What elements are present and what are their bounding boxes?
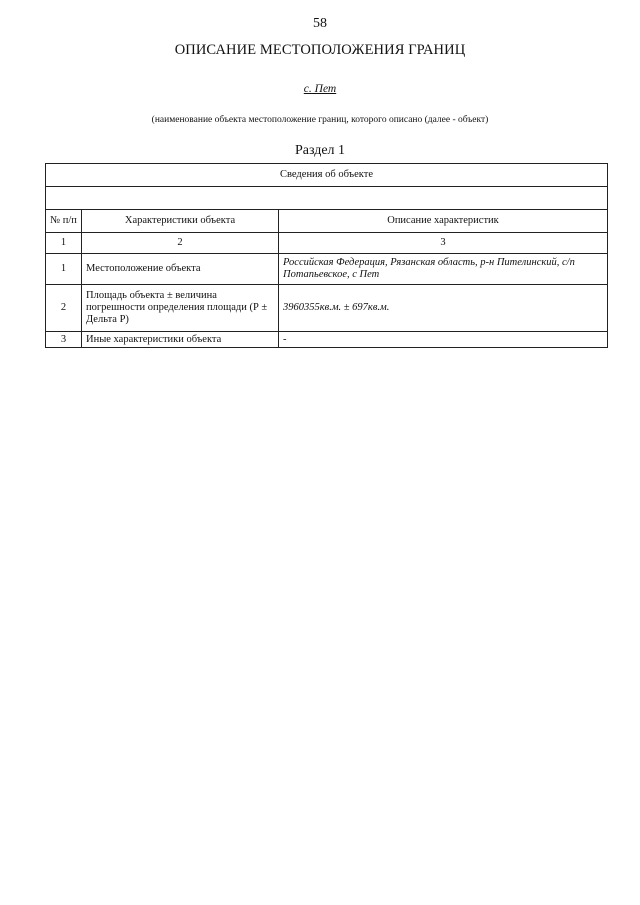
table-row xyxy=(46,332,608,348)
row-characteristic: Иные характеристики объекта xyxy=(82,332,279,348)
row-description: Российская Федерация, Рязанская область, р-н Пителинский, с/п Потапьевское, с Пет xyxy=(279,254,608,285)
row-num: 2 xyxy=(46,285,82,332)
column-number-2: 2 xyxy=(82,233,279,254)
table-row xyxy=(46,285,608,332)
table-caption: Сведения об объекте xyxy=(46,164,608,187)
header-num: № п/п xyxy=(46,210,82,233)
row-characteristic: Местоположение объекта xyxy=(82,254,279,285)
document-title: ОПИСАНИЕ МЕСТОПОЛОЖЕНИЯ ГРАНИЦ xyxy=(174,42,466,58)
column-number-1: 1 xyxy=(46,233,82,254)
object-name-text: с. Пет xyxy=(303,83,337,95)
table-row xyxy=(46,254,608,285)
row-description: 3960355кв.м. ± 697кв.м. xyxy=(279,285,608,332)
row-description: - xyxy=(279,332,608,348)
section-title: Раздел 1 xyxy=(294,143,346,158)
row-num: 3 xyxy=(46,332,82,348)
header-characteristic: Характеристики объекта xyxy=(82,210,279,233)
page-number: 58 xyxy=(313,16,327,31)
object-name xyxy=(0,83,640,95)
object-caption: (наименование объекта местоположение границ, которого описано (далее - объект) xyxy=(151,115,489,125)
header-description: Описание характеристик xyxy=(279,210,608,233)
row-characteristic: Площадь объекта ± величина погрешности определения площади (Р ± Дельта Р) xyxy=(82,285,279,332)
object-info-table xyxy=(45,163,608,348)
row-num: 1 xyxy=(46,254,82,285)
table-empty-row xyxy=(46,187,608,210)
column-number-3: 3 xyxy=(279,233,608,254)
